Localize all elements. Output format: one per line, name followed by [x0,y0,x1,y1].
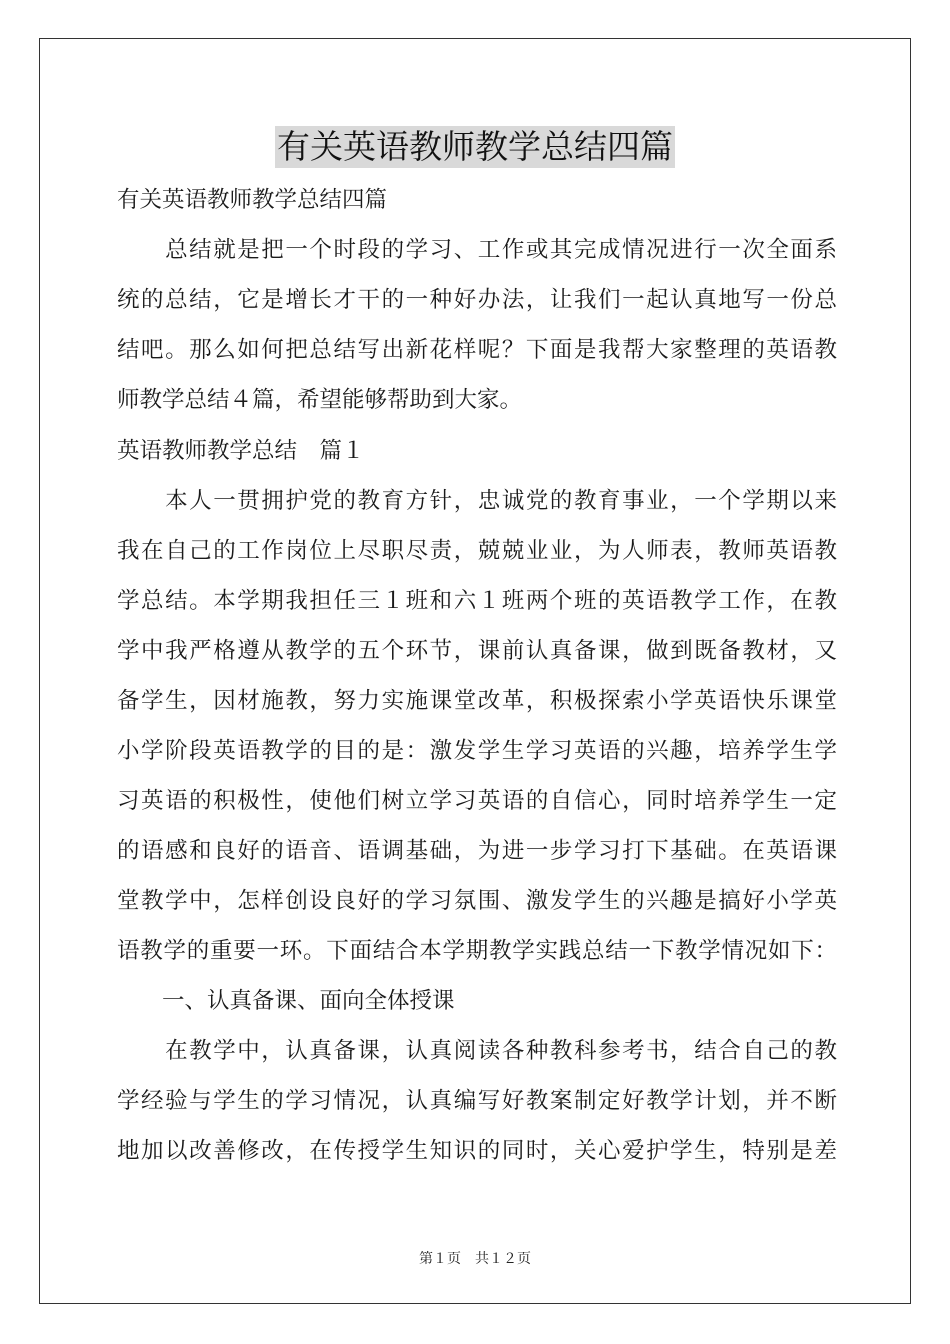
paragraph-line: 地加以改善修改，在传授学生知识的同时，关心爱护学生，特别是差 [117,1138,837,1164]
paragraph-line: 的语感和良好的语音、语调基础，为进一步学习打下基础。在英语课 [117,838,837,864]
paragraph-line: 备学生，因材施教，努力实施课堂改革，积极探索小学英语快乐课堂 [117,688,837,714]
section-heading: 英语教师教学总结 篇１ [117,438,365,464]
page-number-footer: 第１页 共１２页 [419,1251,531,1267]
paragraph-line: 结吧。那么如何把总结写出新花样呢？下面是我帮大家整理的英语教 [117,337,837,363]
title-container [0,126,950,168]
numbered-heading: 一、认真备课、面向全体授课 [117,988,455,1014]
paragraph-line: 师教学总结４篇，希望能够帮助到大家。 [117,387,523,413]
paragraph-line: 统的总结，它是增长才干的一种好办法，让我们一起认真地写一份总 [117,287,837,313]
paragraph-line: 我在自己的工作岗位上尽职尽责，兢兢业业，为人师表，教师英语教 [117,538,837,564]
paragraph-line: 总结就是把一个时段的学习、工作或其完成情况进行一次全面系 [117,237,837,263]
paragraph-line: 在教学中，认真备课，认真阅读各种教科参考书，结合自己的教 [117,1038,837,1064]
paragraph-line: 学中我严格遵从教学的五个环节，课前认真备课，做到既备教材，又 [117,638,837,664]
paragraph-line: 语教学的重要一环。下面结合本学期教学实践总结一下教学情况如下： [117,938,837,964]
paragraph-line: 习英语的积极性，使他们树立学习英语的自信心，同时培养学生一定 [117,788,837,814]
paragraph-line: 小学阶段英语教学的目的是：激发学生学习英语的兴趣，培养学生学 [117,738,837,764]
paragraph-line: 学经验与学生的学习情况，认真编写好教案制定好教学计划，并不断 [117,1088,837,1114]
subtitle-line: 有关英语教师教学总结四篇 [117,187,388,213]
document-title: 有关英语教师教学总结四篇 [277,127,673,166]
paragraph-line: 堂教学中，怎样创设良好的学习氛围、激发学生的兴趣是搞好小学英 [117,888,837,914]
paragraph-line: 学总结。本学期我担任三１班和六１班两个班的英语教学工作，在教 [117,588,837,614]
paragraph-line: 本人一贯拥护党的教育方针，忠诚党的教育事业，一个学期以来 [117,488,837,514]
